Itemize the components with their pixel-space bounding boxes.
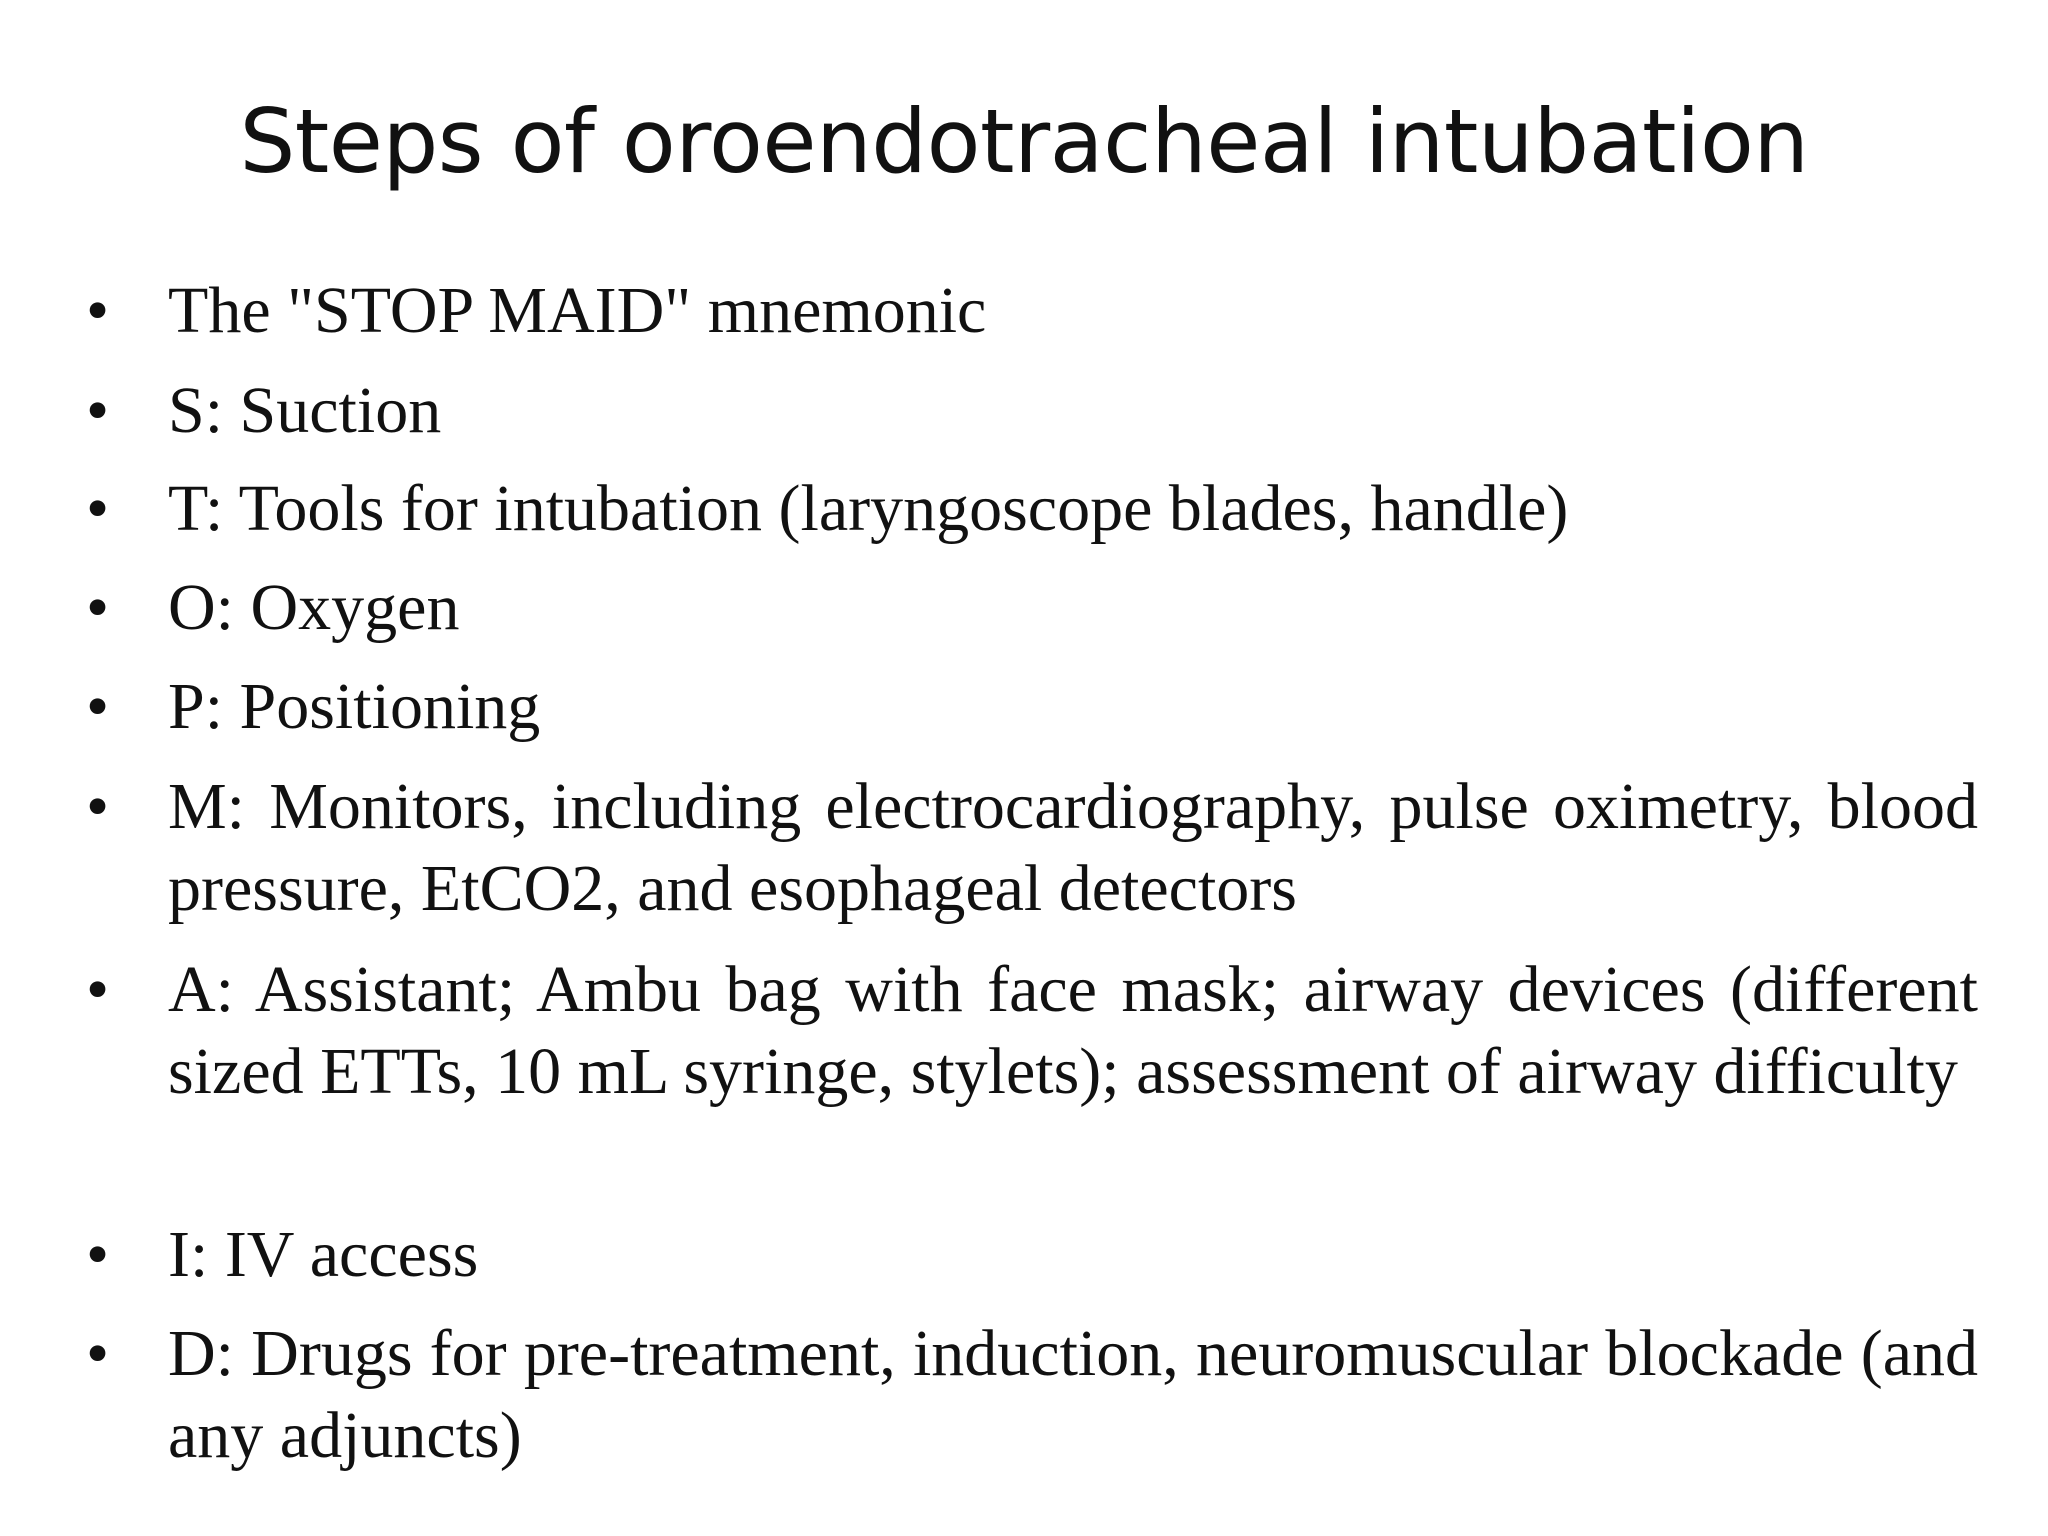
bullet-text: S: Suction (168, 374, 442, 447)
bullet-text: The "STOP MAID" mnemonic (168, 274, 987, 347)
bullet-text: M: Monitors, including electrocardiography, pulse oximetry, blood pressure, EtCO2, and esophageal detectors (168, 770, 1978, 925)
bullet-icon: • (86, 953, 110, 1026)
slide-title: Steps of oroendotracheal intubation (239, 90, 1809, 193)
bullet-icon: • (86, 374, 110, 447)
bullet-icon: • (86, 670, 110, 743)
bullet-icon: • (86, 1218, 110, 1291)
bullet-text: I: IV access (168, 1218, 479, 1291)
bullet-text: O: Oxygen (168, 571, 460, 644)
bullet-text: D: Drugs for pre-treatment, induction, neuromuscular blockade (and any adjuncts) (168, 1317, 1978, 1472)
bullet-text: T: Tools for intubation (laryngoscope blades, handle) (168, 472, 1569, 545)
bullet-icon: • (86, 571, 110, 644)
bullet-text: A: Assistant; Ambu bag with face mask; airway devices (different sized ETTs, 10 mL syringe, stylets); assessment of airway difficulty (168, 953, 1978, 1108)
bullet-icon: • (86, 770, 110, 843)
bullet-text: P: Positioning (168, 670, 541, 743)
bullet-icon: • (86, 472, 110, 545)
bullet-icon: • (86, 274, 110, 347)
bullet-icon: • (86, 1317, 110, 1390)
